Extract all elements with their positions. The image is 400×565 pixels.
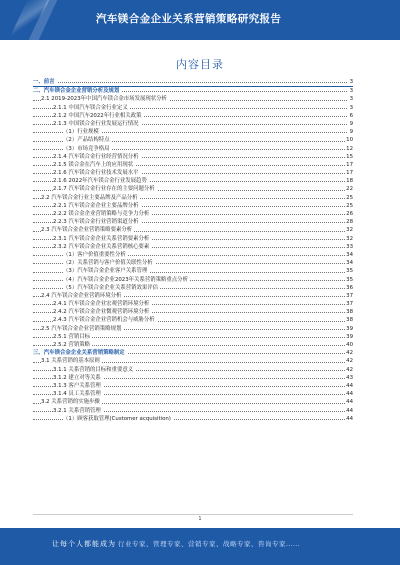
toc-entry[interactable] [33,390,353,398]
toc-entry-page: 26 [346,211,353,217]
toc-entry-page: 22 [346,186,353,193]
toc-entry[interactable] [33,120,353,128]
toc-entry-page: 44 [346,399,353,406]
toc-entry-label: 3.2.1 关系营销管理 [53,407,101,414]
toc-entry[interactable] [33,366,353,374]
toc-entry-label: （1）客户价值重要性分析 [63,251,126,258]
toc-entry[interactable] [33,349,353,357]
toc-entry-label: 2.5.2 营销策略 [53,342,90,348]
toc-entry-page: 34 [346,260,353,267]
toc-entry-label: 2.2.3 汽车镁合金行业营销渠道分析 [53,219,139,226]
toc-entry-label: 三、汽车镁合金企业关系营销策略制定 [33,350,125,357]
toc-entry[interactable] [33,153,353,161]
toc-entry[interactable] [33,235,353,243]
toc-entry-page: 33 [346,243,353,250]
toc-entry[interactable] [33,128,353,136]
toc-leader-dots [33,82,347,83]
toc-entry-label: （3）市场竞争格局 [63,145,110,152]
toc-entry[interactable] [33,78,353,86]
toc-entry-page: 42 [346,366,353,373]
toc-entry[interactable] [33,259,353,267]
toc-entry-label: 2.4.3 汽车镁合金企业营销机会与威胁分析 [53,317,155,324]
toc-entry-label: 2.1 2019-2023年中国汽车镁合金市场发展现状分析 [41,96,167,103]
toc-entry[interactable] [33,226,353,234]
toc-entry-page: 39 [346,333,353,340]
toc-entry-label: 2.1.2 中国汽车2022年行业相关政策 [53,112,142,119]
toc-entry[interactable] [33,177,353,185]
toc-entry[interactable] [33,169,353,177]
toc-entry[interactable] [33,218,353,226]
toc-entry-page: 15 [346,153,353,160]
toc-entry[interactable] [33,86,353,95]
toc-entry[interactable] [33,161,353,169]
toc-entry-page: 9 [349,129,353,136]
toc-entry-page: 17 [346,170,353,177]
toc-entry[interactable] [33,284,353,292]
toc-entry-label: 2.3.2 汽车镁合金企业关系营销核心要素 [53,243,150,250]
toc-entry-page: 34 [346,251,353,258]
toc-entry-page: 18 [346,178,353,185]
toc-entry[interactable] [33,104,353,112]
toc-entry-page: 37 [346,292,353,299]
toc-entry-label: 2.1.1 中国汽车镁合金行业定义 [53,104,128,111]
footer-divider [33,514,353,515]
toc-entry[interactable] [33,333,353,341]
toc-entry-page: 32 [346,227,353,234]
toc-entry[interactable] [33,341,353,349]
toc-entry-label: 2.1.3 中国镁合金行业发展运行情况 [53,120,139,127]
toc-entry-label: 2.1.4 汽车镁合金行业经营情况分析 [53,153,139,160]
toc-entry-page: 42 [346,358,353,365]
toc-entry[interactable] [33,112,353,120]
toc-entry-label: 3.2 关系营销的实施步骤 [41,399,100,406]
toc-entry-page: 12 [346,145,353,152]
toc-entry-label: 二、汽车镁合金企业营销分析及规划 [33,88,120,95]
toc-entry-page: 3 [349,88,353,95]
toc-entry[interactable] [33,407,353,415]
toc-entry[interactable] [33,267,353,275]
toc-entry-label: 2.1.5 镁合金在汽车上的应用现状 [53,161,134,168]
toc-entry-label: （3）汽车镁合金企业客户关系管理 [63,268,148,275]
toc-entry-page: 42 [346,350,353,357]
toc-entry[interactable] [33,194,353,202]
toc-entry-label: （1）顾客获取管理(Customer acquisition) [63,415,171,422]
toc-entry-page: 25 [346,194,353,201]
toc-entry-label: 一、前言 [33,79,55,85]
toc-entry-label: 2.2.2 镁合金企业营销策略与竞争力分析 [53,211,150,217]
toc-entry-page: 44 [346,391,353,398]
report-title: 汽车镁合金企业关系营销策略研究报告 [96,13,282,25]
footer-slogan: 让每个人都能成为 [52,540,116,548]
toc-entry-page: 9 [349,120,353,127]
toc-entry[interactable] [33,185,353,193]
toc-entry-page: 44 [346,382,353,389]
toc-entry[interactable] [33,202,353,210]
toc-entry-page: 43 [346,374,353,381]
table-of-contents [33,78,353,423]
toc-entry[interactable] [33,300,353,308]
toc-entry-label: 2.2 汽车镁合金行业主要品牌及产品分析 [41,194,138,201]
toc-entry[interactable] [33,398,353,406]
toc-entry-page: 40 [346,342,353,348]
toc-entry-label: （1）行业规模 [63,129,99,136]
header-banner [0,0,400,40]
toc-entry-page: 17 [346,161,353,168]
toc-entry-page: 3 [349,96,353,103]
toc-entry-label: 2.5 汽车镁合金企业营销策略规划 [41,325,122,332]
toc-entry[interactable] [33,251,353,259]
footer-banner [0,528,400,565]
toc-entry-label: 2.1.7 汽车镁合金行业存在的主要问题分析 [53,186,155,193]
toc-entry-label: 2.3 汽车镁合金企业营销策略要素分析 [41,227,133,234]
toc-entry-label: 2.5.1 营销目标 [53,333,90,340]
toc-entry-label: 2.3.1 汽车镁合金企业关系营销要素分析 [53,235,150,242]
toc-entry-label: 2.4 汽车镁合金企业营销环境分析 [41,292,122,299]
toc-entry[interactable] [33,382,353,390]
toc-entry-page: 38 [346,309,353,316]
toc-entry-page: 39 [346,325,353,332]
toc-entry-label: 2.1.6 汽车镁合金行业技术发展水平 [53,170,139,177]
toc-entry-page: 3 [349,79,353,85]
toc-entry[interactable] [33,357,353,365]
toc-entry-page: 10 [346,137,353,144]
toc-entry-page: 38 [346,317,353,324]
toc-entry[interactable] [33,415,353,423]
toc-entry-label: 3.1.1 关系营销的目标和重要意义 [53,366,134,373]
toc-entry-page: 44 [346,407,353,414]
toc-entry[interactable] [33,95,353,103]
toc-entry[interactable] [33,316,353,324]
toc-entry-page: 36 [346,284,353,291]
toc-entry[interactable] [33,325,353,333]
toc-entry-page: 37 [346,301,353,308]
toc-entry[interactable] [33,210,353,218]
toc-entry-label: 2.1.6 2022年汽车镁合金行业发展趋势 [53,178,147,185]
toc-entry-label: 3.1.2 建立对等关系 [53,374,101,381]
toc-entry-label: 3.1.4 员工关系管理 [53,391,101,398]
toc-entry[interactable] [33,136,353,144]
toc-entry-page: 3 [349,104,353,111]
toc-entry-label: 2.4.1 汽车镁合金企业宏观营销环境分析 [53,301,150,308]
toc-entry-label: 2.4.2 汽车镁合金企业微观营销环境分析 [53,309,150,316]
toc-entry-page: 35 [346,268,353,275]
toc-entry-page: 35 [346,276,353,283]
toc-entry-page: 6 [349,112,353,119]
toc-title: 内容目录 [176,58,224,71]
toc-entry-page: 44 [346,415,353,422]
toc-entry-page: 25 [346,202,353,209]
toc-entry-page: 28 [346,219,353,226]
toc-entry-label: （5）汽车镁合金企业关系营销效果评估 [63,284,159,291]
toc-entry[interactable] [33,243,353,251]
toc-entry[interactable] [33,145,353,153]
toc-entry-label: 2.2.1 汽车镁合金企业主要品牌分析 [53,202,139,209]
page-number: 1 [198,516,202,522]
toc-entry-label: （2）产品结构特点 [63,137,110,144]
toc-entry-label: （2）关系营销与客户价值关联性分析 [63,260,153,267]
toc-entry[interactable] [33,292,353,300]
toc-entry-label: （4）汽车镁合金企业2023年关系营销策略重点分析 [63,276,188,283]
footer-roles: 行业专家、管理专家、营销专家、战略专家、咨询专家…… [118,540,300,548]
toc-entry[interactable] [33,374,353,382]
toc-entry[interactable] [33,276,353,284]
toc-entry-page: 32 [346,235,353,242]
toc-entry-label: 3.1.3 客户关系管理 [53,382,101,389]
toc-entry-label: 3.1 关系营销的基本原则 [41,358,100,365]
toc-entry[interactable] [33,308,353,316]
